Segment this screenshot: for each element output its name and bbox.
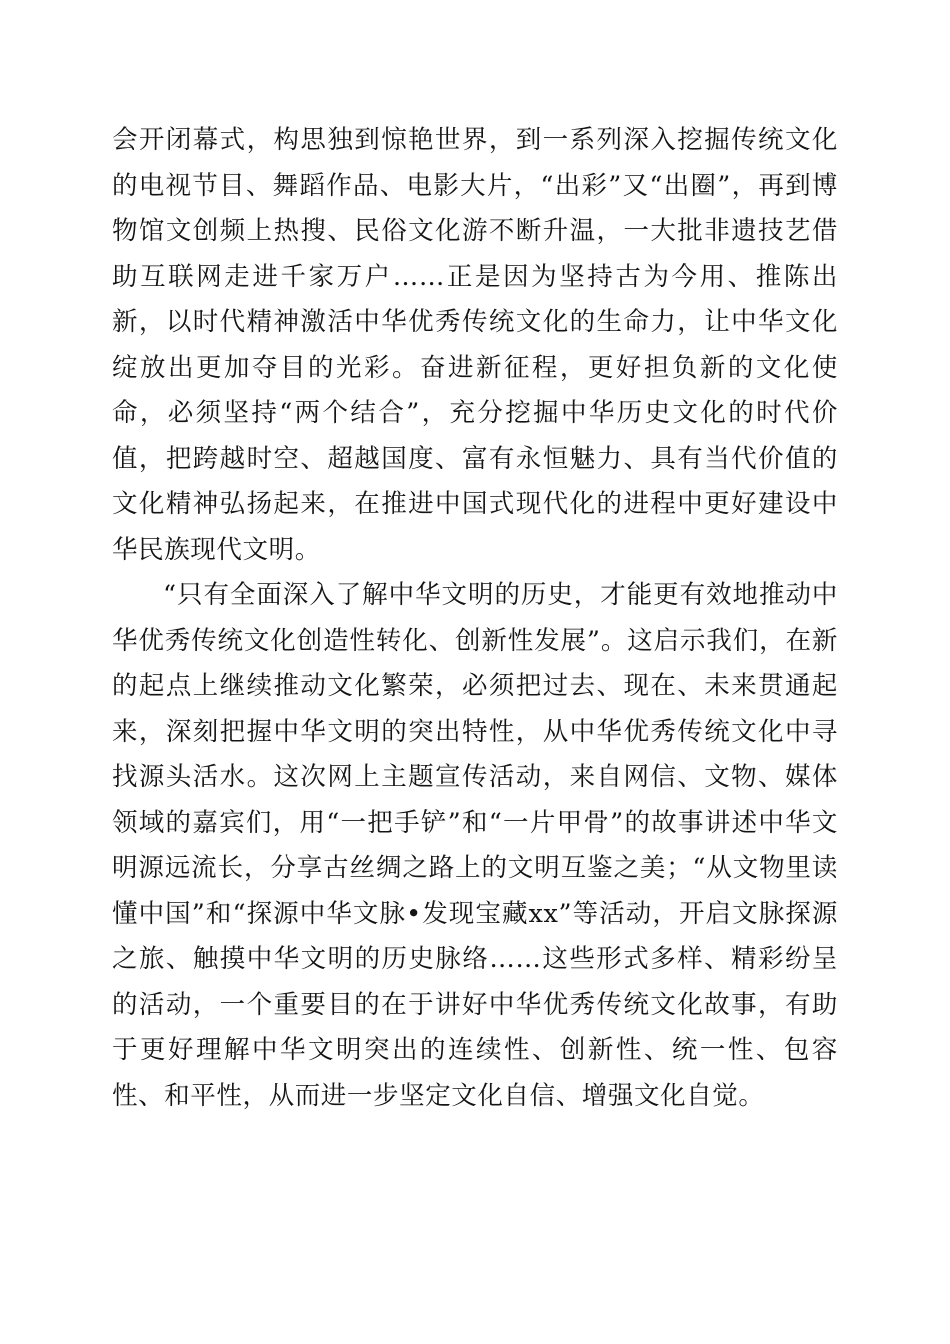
- document-body: [112, 118, 838, 1119]
- paragraph-quote: “只有全面深入了解中华文明的历史，才能更有效地推动中华优秀传统文化创造性转化、创新性发展”。这启示我们，在新的起点上继续推动文化繁荣，必须把过去、现在、未来贯通起来，深刻把握中华文明的突出特性，从中华优秀传统文化中寻找源头活水。这次网上主题宣传活动，来自网信、文物、媒体领域的嘉宾们，用“一把手铲”和“一片甲骨”的故事讲述中华文明源远流长，分享古丝绸之路上的文明互鉴之美；“从文物里读懂中国”和“探源中华文脉•发现宝藏xx”等活动，开启文脉探源之旅、触摸中华文明的历史脉络……这些形式多样、精彩纷呈的活动，一个重要目的在于讲好中华优秀传统文化故事，有助于更好理解中华文明突出的连续性、创新性、统一性、包容性、和平性，从而进一步坚定文化自信、增强文化自觉。: [112, 580, 838, 1111]
- paragraph-continuation: 会开闭幕式，构思独到惊艳世界，到一系列深入挖掘传统文化的电视节目、舞蹈作品、电影大片，“出彩”又“出圈”，再到博物馆文创频上热搜、民俗文化游不断升温，一大批非遗技艺借助互联网走进千家万户……正是因为坚持古为今用、推陈出新，以时代精神激活中华优秀传统文化的生命力，让中华文化绽放出更加夺目的光彩。奋进新征程，更好担负新的文化使命，必须坚持“两个结合”，充分挖掘中华历史文化的时代价值，把跨越时空、超越国度、富有永恒魅力、具有当代价值的文化精神弘扬起来，在推进中国式现代化的进程中更好建设中华民族现代文明。: [112, 125, 838, 565]
